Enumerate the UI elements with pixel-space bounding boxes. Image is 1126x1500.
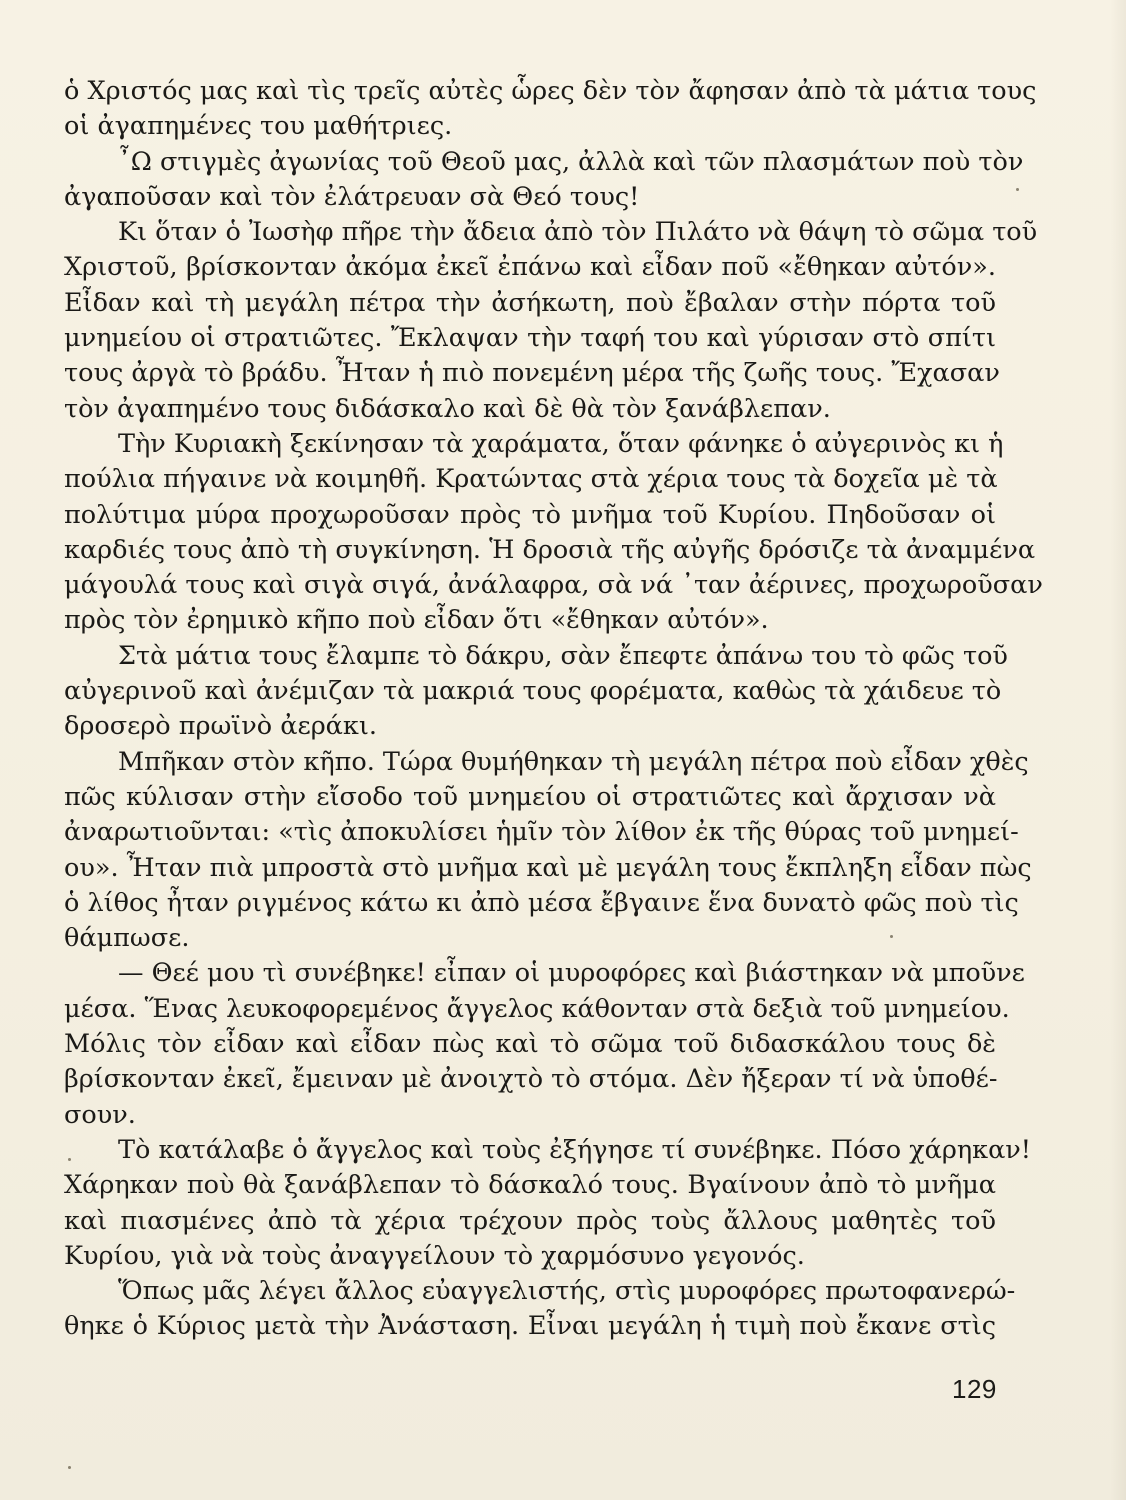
text-line: καρδιές τους ἀπὸ τὴ συγκίνηση. Ἡ δροσιὰ τῆς αὐγῆς δρόσιζε τὰ ἀναμμένα <box>64 534 1036 565</box>
body-text <box>64 74 1043 1345</box>
text-line: μάγουλά τους καὶ σιγὰ σιγά, ἀνάλαφρα, σὰ νά ᾿ταν ἀέρινες, προχωροῦσαν <box>64 570 1043 601</box>
text-line: ου». Ἦταν πιὰ μπροστὰ στὸ μνῆμα καὶ μὲ μεγάλη τους ἔκπληξη εἶδαν πὼς <box>64 852 1032 883</box>
text-line: πρὸς τὸν ἐρημικὸ κῆπο ποὺ εἶδαν ὅτι «ἔθηκαν αὐτόν». <box>64 605 769 636</box>
page-number: 129 <box>952 1374 997 1404</box>
text-line: δροσερὸ πρωϊνὸ ἀεράκι. <box>64 711 377 742</box>
text-line: ἀναρωτιοῦνται: «τὶς ἀποκυλίσει ἡμῖν τὸν λίθον ἐκ τῆς θύρας τοῦ μνημεί- <box>64 817 1019 848</box>
text-line: ἀγαποῦσαν καὶ τὸν ἐλάτρευαν σὰ Θεό τους! <box>64 181 640 212</box>
text-line: — Θεέ μου τὶ συνέβηκε! εἶπαν οἱ μυροφόρες καὶ βιάστηκαν νὰ μποῦνε <box>118 958 1025 989</box>
text-line: θηκε ὁ Κύριος μετὰ τὴν Ἀνάσταση. Εἶναι μεγάλη ἡ τιμὴ ποὺ ἔκανε στὶς <box>64 1311 996 1342</box>
text-line: πῶς κύλισαν στὴν εἴσοδο τοῦ μνημείου οἱ στρατιῶτες καὶ ἄρχισαν νὰ <box>64 781 996 812</box>
text-line: πολύτιμα μύρα προχωροῦσαν πρὸς τὸ μνῆμα τοῦ Κυρίου. Πηδοῦσαν οἱ <box>64 499 996 530</box>
text-line: βρίσκονταν ἐκεῖ, ἔμειναν μὲ ἀνοιχτὸ τὸ στόμα. Δὲν ἤξεραν τί νὰ ὑποθέ- <box>64 1064 998 1095</box>
text-line: Ὅπως μᾶς λέγει ἄλλος εὐαγγελιστής, στὶς μυροφόρες πρωτοφανερώ- <box>118 1276 1016 1307</box>
text-line: Κι ὅταν ὁ Ἰωσὴφ πῆρε τὴν ἄδεια ἀπὸ τὸν Πιλάτο νὰ θάψη τὸ σῶμα τοῦ <box>118 217 1038 248</box>
text-line: αὐγερινοῦ καὶ ἀνέμιζαν τὰ μακριά τους φορέματα, καθὼς τὰ χάιδευε τὸ <box>64 676 1002 707</box>
paper-speck <box>1016 188 1019 191</box>
text-line: ὁ λίθος ἦταν ριγμένος κάτω κι ἀπὸ μέσα ἔβγαινε ἕνα δυνατὸ φῶς ποὺ τὶς <box>64 887 1019 918</box>
text-line: ῏Ω στιγμὲς ἀγωνίας τοῦ Θεοῦ μας, ἀλλὰ καὶ τῶν πλασμάτων ποὺ τὸν <box>118 146 1024 177</box>
paper-speck <box>890 935 893 938</box>
text-line: σουν. <box>64 1099 136 1130</box>
text-line: πούλια πήγαινε νὰ κοιμηθῆ. Κρατώντας στὰ χέρια τους τὰ δοχεῖα μὲ τὰ <box>64 464 998 495</box>
text-line: Μπῆκαν στὸν κῆπο. Τώρα θυμήθηκαν τὴ μεγάλη πέτρα ποὺ εἶδαν χθὲς <box>118 746 1029 777</box>
text-line: Τὴν Κυριακὴ ξεκίνησαν τὰ χαράματα, ὅταν φάνηκε ὁ αὐγερινὸς κι ἡ <box>118 428 1004 459</box>
text-line: θάμπωσε. <box>64 923 190 954</box>
text-line: οἱ ἀγαπημένες του μαθήτριες. <box>64 111 453 142</box>
text-line: ὁ Χριστός μας καὶ τὶς τρεῖς αὐτὲς ὧρες δὲν τὸν ἄφησαν ἀπὸ τὰ μάτια τους <box>64 76 1037 106</box>
text-line: Στὰ μάτια τους ἔλαμπε τὸ δάκρυ, σὰν ἔπεφτε ἀπάνω του τὸ φῶς τοῦ <box>118 640 1008 671</box>
text-line: Κυρίου, γιὰ νὰ τοὺς ἀναγγείλουν τὸ χαρμόσυνο γεγονός. <box>64 1240 805 1271</box>
text-line: Εἶδαν καὶ τὴ μεγάλη πέτρα τὴν ἀσήκωτη, ποὺ ἔβαλαν στὴν πόρτα τοῦ <box>64 287 996 318</box>
text-line: Χριστοῦ, βρίσκονταν ἀκόμα ἐκεῖ ἐπάνω καὶ εἶδαν ποῦ «ἔθηκαν αὐτόν». <box>64 252 996 283</box>
text-line: μνημείου οἱ στρατιῶτες. Ἔκλαψαν τὴν ταφή του καὶ γύρισαν στὸ σπίτι <box>64 323 996 354</box>
text-line: μέσα. Ἕνας λευκοφορεμένος ἄγγελος κάθονταν στὰ δεξιὰ τοῦ μνημείου. <box>64 993 1010 1024</box>
page-edge-shadow <box>1110 0 1126 1500</box>
text-line: Χάρηκαν ποὺ θὰ ξανάβλεπαν τὸ δάσκαλό τους. Βγαίνουν ἀπὸ τὸ μνῆμα <box>64 1170 996 1201</box>
paper-speck <box>68 1466 71 1469</box>
text-line: τους ἀργὰ τὸ βράδυ. Ἦταν ἡ πιὸ πονεμένη μέρα τῆς ζωῆς τους. Ἔχασαν <box>64 358 1000 389</box>
text-line: τὸν ἀγαπημένο τους διδάσκαλο καὶ δὲ θὰ τὸν ξανάβλεπαν. <box>64 393 831 424</box>
paper-speck <box>68 1158 71 1161</box>
text-line: καὶ πιασμένες ἀπὸ τὰ χέρια τρέχουν πρὸς τοὺς ἄλλους μαθητὲς τοῦ <box>64 1205 996 1236</box>
text-line: Μόλις τὸν εἶδαν καὶ εἶδαν πὼς καὶ τὸ σῶμα τοῦ διδασκάλου τους δὲ <box>64 1029 996 1060</box>
text-line: Τὸ κατάλαβε ὁ ἄγγελος καὶ τοὺς ἐξήγησε τί συνέβηκε. Πόσο χάρηκαν! <box>118 1134 1032 1165</box>
